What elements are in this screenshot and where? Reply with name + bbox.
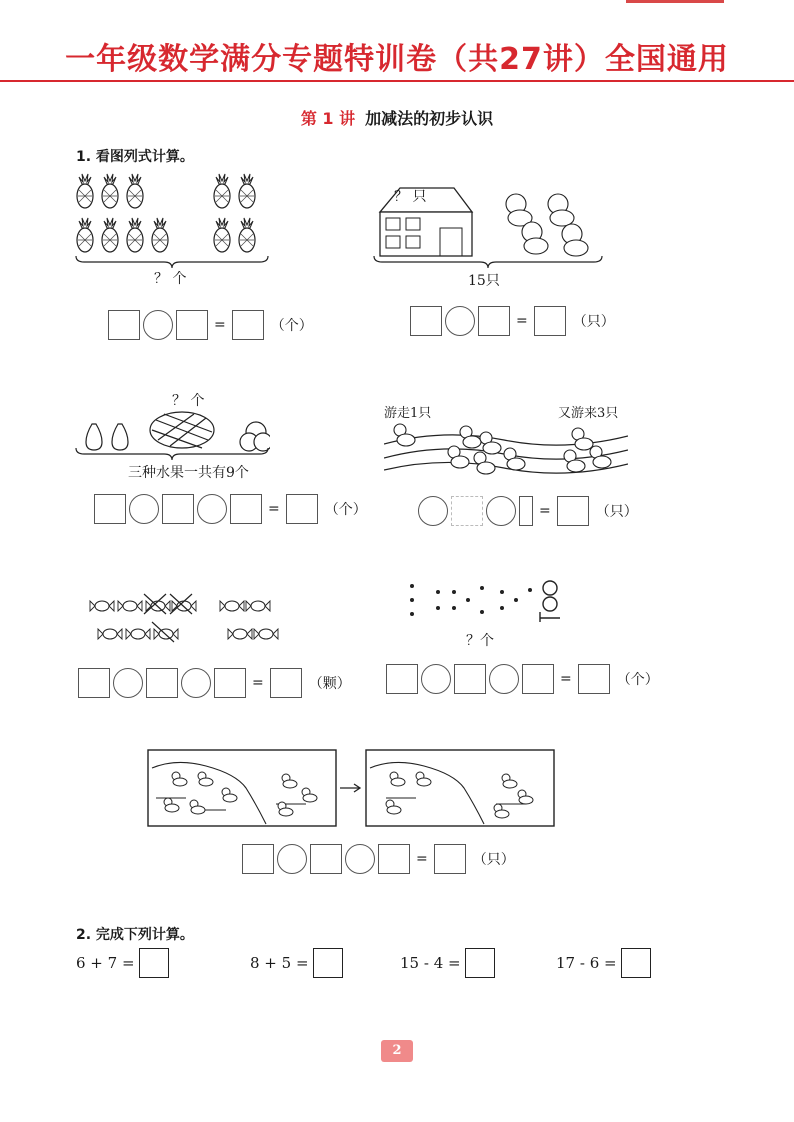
equals-sign: = bbox=[252, 675, 264, 691]
answer-box[interactable] bbox=[176, 310, 208, 340]
equals-sign: = bbox=[416, 851, 428, 867]
dots-question-label: ？个 bbox=[466, 633, 494, 649]
ducks-swimming-illustration bbox=[384, 418, 628, 482]
page-header-title: 一年级数学满分专题特训卷（共27讲）全国通用 bbox=[65, 42, 729, 77]
calc-expression: 6 + 7 = bbox=[76, 954, 135, 972]
result-box[interactable] bbox=[578, 664, 610, 694]
equation-3 bbox=[94, 494, 367, 524]
equation-4 bbox=[418, 496, 638, 526]
operator-circle[interactable] bbox=[197, 494, 227, 524]
calc-expression: 15 - 4 = bbox=[400, 954, 461, 972]
answer-box[interactable] bbox=[230, 494, 262, 524]
unit-label: （只） bbox=[572, 314, 615, 330]
page-number: 2 bbox=[381, 1040, 413, 1062]
answer-box[interactable] bbox=[242, 844, 274, 874]
header-rule bbox=[0, 80, 794, 82]
pineapples-label: ？ 个 bbox=[154, 271, 187, 287]
operator-circle[interactable] bbox=[129, 494, 159, 524]
equation-5 bbox=[78, 668, 351, 698]
equation-2 bbox=[410, 306, 615, 336]
answer-box[interactable] bbox=[478, 306, 510, 336]
calc-answer-box[interactable] bbox=[621, 948, 651, 978]
calc-item-2 bbox=[250, 948, 343, 978]
operator-circle[interactable] bbox=[486, 496, 516, 526]
operator-circle[interactable] bbox=[345, 844, 375, 874]
operator-circle[interactable] bbox=[181, 668, 211, 698]
fruits-illustration bbox=[74, 404, 270, 464]
operator-circle[interactable] bbox=[421, 664, 451, 694]
house-question-label: ？ 只 bbox=[394, 189, 427, 205]
operator-circle[interactable] bbox=[418, 496, 448, 526]
equals-sign: = bbox=[214, 317, 226, 333]
result-box[interactable] bbox=[286, 494, 318, 524]
answer-box[interactable] bbox=[108, 310, 140, 340]
candies-illustration bbox=[86, 592, 312, 652]
equals-sign: = bbox=[268, 501, 280, 517]
equation-1 bbox=[108, 310, 313, 340]
calc-item-4 bbox=[556, 948, 651, 978]
result-box[interactable] bbox=[270, 668, 302, 698]
result-box[interactable] bbox=[534, 306, 566, 336]
answer-box[interactable] bbox=[162, 494, 194, 524]
operator-circle[interactable] bbox=[277, 844, 307, 874]
equals-sign: = bbox=[539, 503, 551, 519]
lesson-number: 第 1 讲 bbox=[300, 109, 356, 128]
calc-item-1 bbox=[76, 948, 169, 978]
pond-ducks-illustration bbox=[146, 748, 556, 828]
answer-box[interactable] bbox=[454, 664, 486, 694]
operator-circle[interactable] bbox=[113, 668, 143, 698]
answer-box[interactable] bbox=[386, 664, 418, 694]
answer-box[interactable] bbox=[519, 496, 533, 526]
answer-box[interactable] bbox=[146, 668, 178, 698]
operator-circle[interactable] bbox=[143, 310, 173, 340]
unit-label: （颗） bbox=[308, 676, 351, 692]
unit-label: （个） bbox=[324, 502, 367, 518]
question-1-title: 1. 看图列式计算。 bbox=[76, 149, 194, 165]
operator-circle[interactable] bbox=[445, 306, 475, 336]
equals-sign: = bbox=[516, 313, 528, 329]
unit-label: （只） bbox=[595, 504, 638, 520]
calc-answer-box[interactable] bbox=[313, 948, 343, 978]
top-accent-bar bbox=[626, 0, 724, 3]
fruits-total-label: 三种水果一共有9个 bbox=[128, 465, 249, 481]
answer-box[interactable] bbox=[410, 306, 442, 336]
calc-expression: 17 - 6 = bbox=[556, 954, 617, 972]
answer-box[interactable] bbox=[451, 496, 483, 526]
calc-item-3 bbox=[400, 948, 495, 978]
result-box[interactable] bbox=[557, 496, 589, 526]
cats-total-label: 15只 bbox=[468, 273, 500, 289]
unit-label: （个） bbox=[616, 672, 659, 688]
calc-answer-box[interactable] bbox=[465, 948, 495, 978]
pineapples-illustration bbox=[74, 172, 270, 272]
answer-box[interactable] bbox=[310, 844, 342, 874]
calc-expression: 8 + 5 = bbox=[250, 954, 309, 972]
answer-box[interactable] bbox=[522, 664, 554, 694]
answer-box[interactable] bbox=[378, 844, 410, 874]
basket-question-label: ？ 个 bbox=[172, 393, 205, 409]
answer-box[interactable] bbox=[94, 494, 126, 524]
answer-box[interactable] bbox=[214, 668, 246, 698]
lesson-title bbox=[0, 106, 794, 129]
equation-7 bbox=[242, 844, 515, 874]
result-box[interactable] bbox=[232, 310, 264, 340]
question-2-title: 2. 完成下列计算。 bbox=[76, 927, 194, 943]
answer-box[interactable] bbox=[78, 668, 110, 698]
unit-label: （只） bbox=[472, 852, 515, 868]
calc-answer-box[interactable] bbox=[139, 948, 169, 978]
ducks-left-label: 游走1只 bbox=[384, 406, 432, 421]
dots-illustration bbox=[404, 578, 564, 628]
operator-circle[interactable] bbox=[489, 664, 519, 694]
ducks-right-label: 又游来3只 bbox=[558, 406, 619, 421]
equals-sign: = bbox=[560, 671, 572, 687]
unit-label: （个） bbox=[270, 318, 313, 334]
lesson-name: 加减法的初步认识 bbox=[365, 109, 494, 128]
equation-6 bbox=[386, 664, 659, 694]
result-box[interactable] bbox=[434, 844, 466, 874]
